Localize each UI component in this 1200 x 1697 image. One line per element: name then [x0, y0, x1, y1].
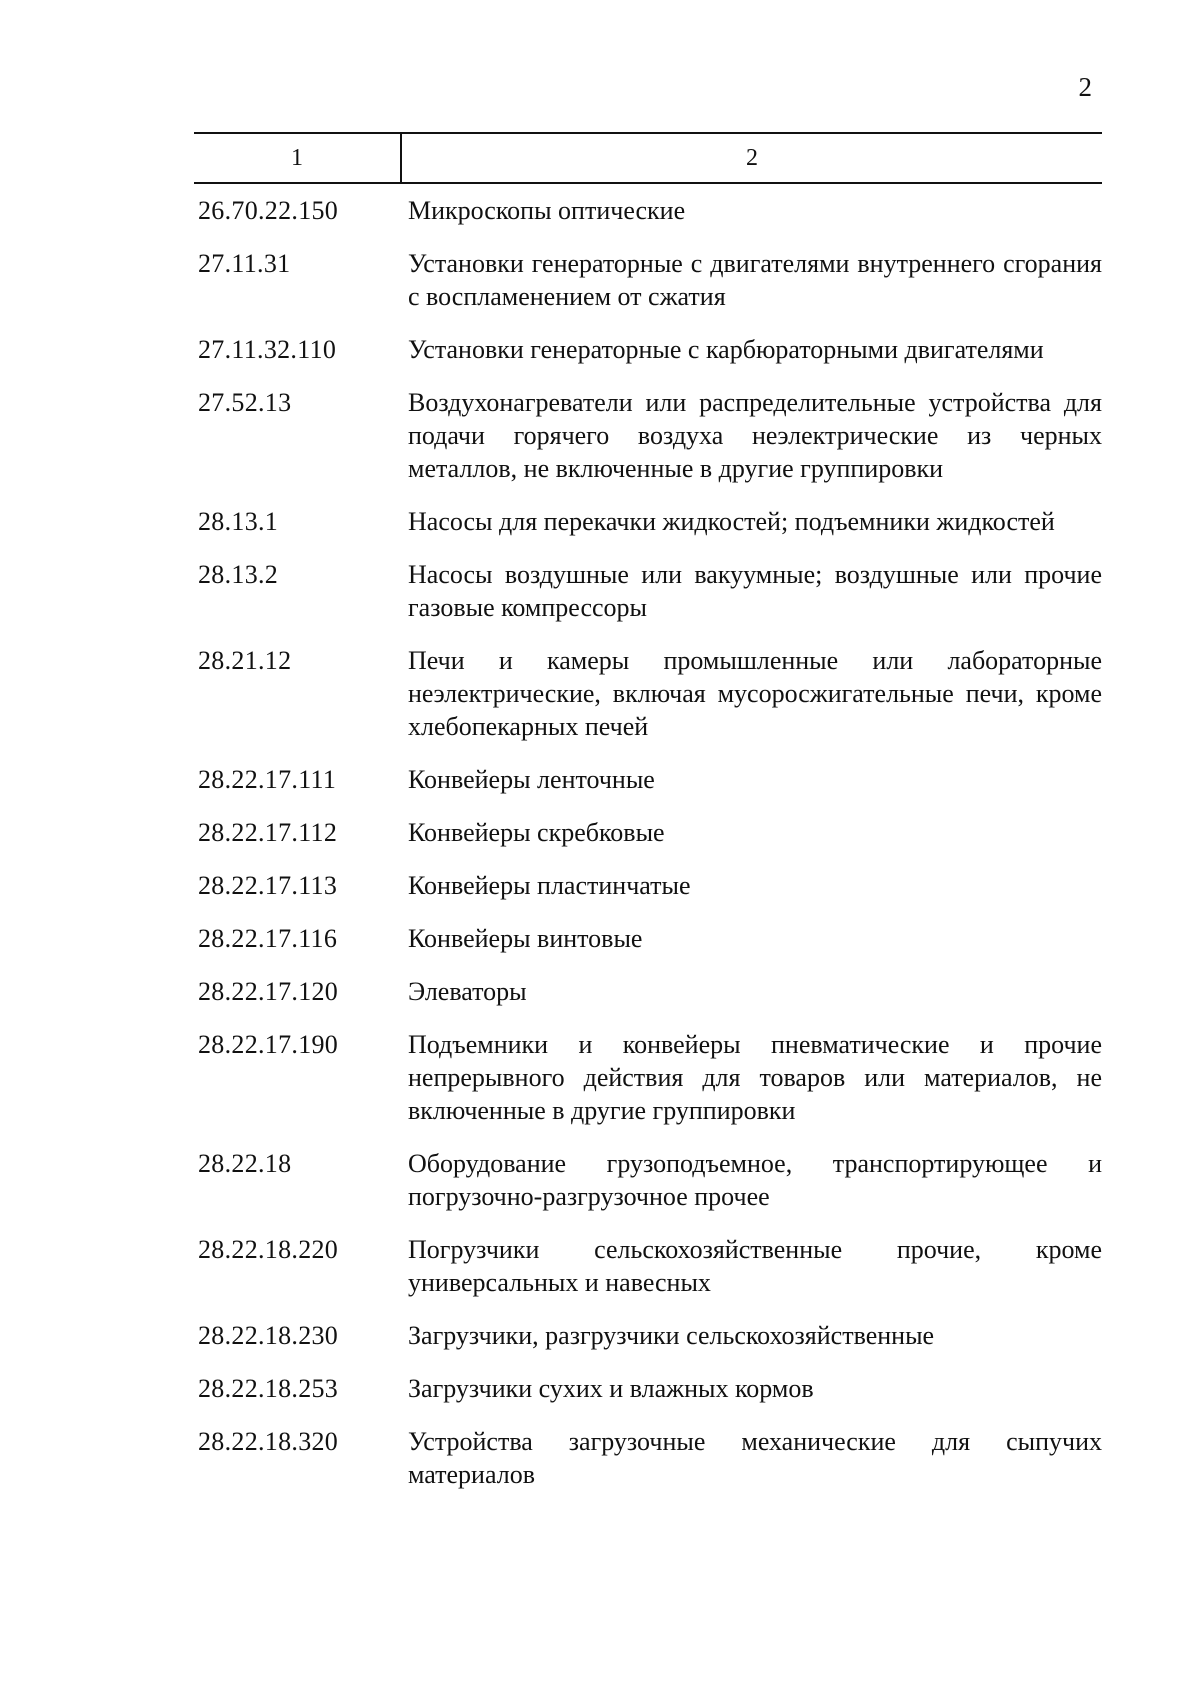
- row-description: Насосы воздушные или вакуумные; воздушные или прочие газовые компрессоры: [408, 560, 1102, 622]
- row-code: 28.22.18.253: [198, 1374, 339, 1403]
- table-row: [194, 1147, 1102, 1213]
- table-row: [194, 644, 1102, 743]
- row-description: Погрузчики сельскохозяйственные прочие, кроме универсальных и навесных: [408, 1235, 1102, 1297]
- table-row: [194, 1028, 1102, 1127]
- table-row: [194, 975, 1102, 1008]
- row-description: Оборудование грузоподъемное, транспортирующее и погрузочно-разгрузочное прочее: [408, 1149, 1102, 1211]
- row-code: 28.22.18.320: [198, 1427, 339, 1456]
- table-row: [194, 1372, 1102, 1405]
- row-description: Конвейеры скребковые: [408, 818, 665, 847]
- row-code: 28.13.2: [198, 560, 279, 589]
- table-row: [194, 505, 1102, 538]
- row-description: Установки генераторные с карбюраторными двигателями: [408, 335, 1044, 364]
- table-body: [194, 184, 1102, 1491]
- row-code: 28.22.18.230: [198, 1321, 339, 1350]
- row-code: 28.22.17.116: [198, 924, 338, 953]
- table-row: [194, 333, 1102, 366]
- row-description: Загрузчики, разгрузчики сельскохозяйственные: [408, 1321, 935, 1350]
- table-row: [194, 763, 1102, 796]
- row-description: Конвейеры винтовые: [408, 924, 643, 953]
- row-code: 27.52.13: [198, 388, 292, 417]
- table-row: [194, 1425, 1102, 1491]
- row-description: Насосы для перекачки жидкостей; подъемники жидкостей: [408, 507, 1055, 536]
- header-col-1: 1: [194, 134, 402, 182]
- row-description: Печи и камеры промышленные или лабораторные неэлектрические, включая мусоросжигательные печи, кроме хлебопекарных печей: [408, 646, 1102, 741]
- row-description: Установки генераторные с двигателями внутреннего сгорания с воспламенением от сжатия: [408, 249, 1102, 311]
- row-code: 28.22.18.220: [198, 1235, 339, 1264]
- row-description: Устройства загрузочные механические для сыпучих материалов: [408, 1427, 1102, 1489]
- row-description: Воздухонагреватели или распределительные устройства для подачи горячего воздуха неэлектрические из черных металлов, не включенные в другие группировки: [408, 388, 1102, 483]
- table-row: [194, 1233, 1102, 1299]
- row-code: 28.22.17.190: [198, 1030, 339, 1059]
- row-code: 27.11.32.110: [198, 335, 337, 364]
- row-code: 28.21.12: [198, 646, 292, 675]
- table-row: [194, 386, 1102, 485]
- table-row: [194, 922, 1102, 955]
- okpd-table: [194, 132, 1102, 1511]
- table-row: [194, 247, 1102, 313]
- row-description: Конвейеры ленточные: [408, 765, 655, 794]
- row-code: 26.70.22.150: [198, 196, 339, 225]
- row-code: 28.22.17.112: [198, 818, 338, 847]
- row-code: 28.13.1: [198, 507, 279, 536]
- row-code: 28.22.17.111: [198, 765, 337, 794]
- table-header: [194, 132, 1102, 184]
- row-code: 28.22.17.113: [198, 871, 338, 900]
- row-description: Элеваторы: [408, 977, 527, 1006]
- row-code: 27.11.31: [198, 249, 291, 278]
- row-description: Загрузчики сухих и влажных кормов: [408, 1374, 814, 1403]
- table-row: [194, 1319, 1102, 1352]
- table-row: [194, 816, 1102, 849]
- table-row: [194, 558, 1102, 624]
- row-code: 28.22.18: [198, 1149, 292, 1178]
- row-description: Подъемники и конвейеры пневматические и прочие непрерывного действия для товаров или материалов, не включенные в другие группировки: [408, 1030, 1102, 1125]
- page-number: 2: [1078, 72, 1092, 102]
- table-row: [194, 869, 1102, 902]
- row-code: 28.22.17.120: [198, 977, 339, 1006]
- row-description: Конвейеры пластинчатые: [408, 871, 691, 900]
- row-description: Микроскопы оптические: [408, 196, 686, 225]
- header-col-2: 2: [746, 144, 758, 171]
- table-row: [194, 194, 1102, 227]
